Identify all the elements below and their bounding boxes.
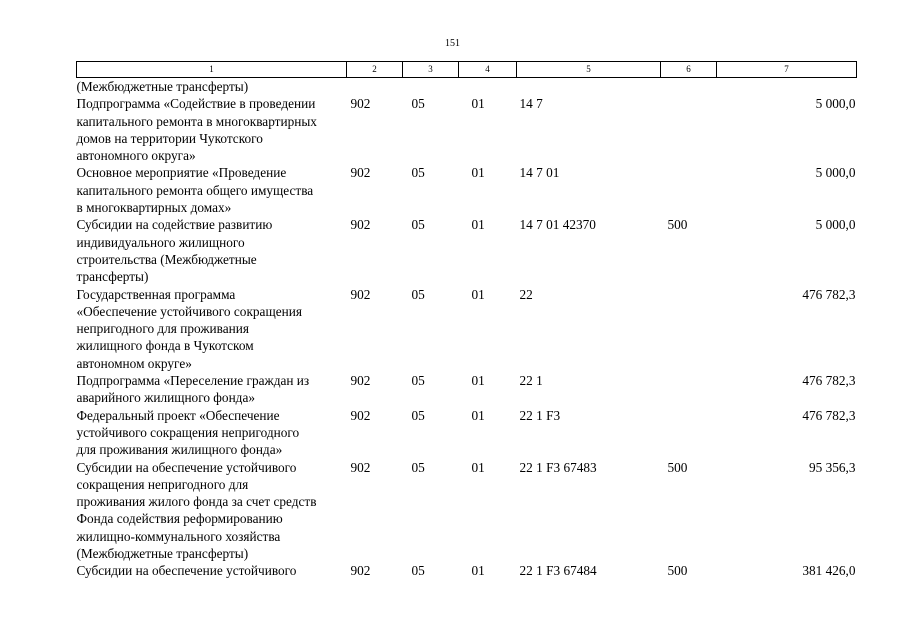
row-subsection-code <box>459 78 517 96</box>
row-target-code: 14 7 01 <box>519 165 560 181</box>
row-amount: 5 000,0 <box>815 96 856 112</box>
page-number: 151 <box>445 38 460 49</box>
row-ministry-code: 902 <box>350 459 371 475</box>
row-subsection-code: 01 <box>471 563 485 579</box>
row-subsection-code: 01 <box>471 407 485 423</box>
row-target-code: 22 1 <box>519 373 543 389</box>
table-body <box>77 78 857 580</box>
row-ministry-code: 902 <box>350 373 371 389</box>
row-ministry-code: 902 <box>350 407 371 423</box>
row-expense-type: 500 <box>667 459 688 475</box>
row-target-code: 22 1 F3 <box>519 407 561 423</box>
row-name: Субсидии на содействие развитию индивидуального жилищного строительства (Межбюджетные трансферты) <box>76 217 273 285</box>
row-target-code: 22 1 F3 67483 <box>519 459 597 475</box>
row-name: Подпрограмма «Содействие в проведении капитального ремонта в многоквартирных домов на территории Чукотского автономного округа» <box>76 96 317 164</box>
row-name: Подпрограмма «Переселение граждан из аварийного жилищного фонда» <box>76 373 310 406</box>
column-header-5: 5 <box>517 62 661 78</box>
row-ministry-code: 902 <box>350 96 371 112</box>
row-ministry-code: 902 <box>350 165 371 181</box>
row-target-code: 14 7 01 42370 <box>519 217 596 233</box>
row-name: Государственная программа «Обеспечение устойчивого сокращения непригодного для проживания жилищного фонда в Чукотском автономном округе» <box>76 286 302 371</box>
row-section-code: 05 <box>411 407 425 423</box>
row-expense-type <box>661 286 717 372</box>
row-section-code: 05 <box>411 96 425 112</box>
header-row <box>77 62 857 78</box>
row-amount <box>717 78 857 96</box>
row-target-code: 22 <box>519 286 533 302</box>
row-expense-type <box>661 407 717 459</box>
column-header-3: 3 <box>403 62 459 78</box>
row-target-code <box>517 78 661 96</box>
row-name: Субсидии на обеспечение устойчивого сокращения непригодного для проживания жилого фонда за счет средств Фонда содействия реформированию жилищно-коммунального хозяйства (Межбюджетные трансферты) <box>76 459 317 562</box>
row-ministry-code: 902 <box>350 217 371 233</box>
row-subsection-code: 01 <box>471 286 485 302</box>
row-target-code: 14 7 <box>519 96 543 112</box>
row-expense-type <box>661 372 717 407</box>
column-header-7: 7 <box>717 62 857 78</box>
row-section-code: 05 <box>411 459 425 475</box>
table-row <box>77 164 857 216</box>
budget-table <box>76 61 857 580</box>
row-section-code: 05 <box>411 165 425 181</box>
row-name: Основное мероприятие «Проведение капитального ремонта общего имущества в многоквартирных домах» <box>76 165 314 216</box>
row-expense-type <box>661 95 717 164</box>
row-section-code <box>403 78 459 96</box>
row-amount: 95 356,3 <box>808 459 856 475</box>
table-row <box>77 372 857 407</box>
row-expense-type: 500 <box>667 563 688 579</box>
table-row <box>77 407 857 459</box>
table-row <box>77 216 857 285</box>
row-expense-type <box>661 78 717 96</box>
table-row <box>77 95 857 164</box>
row-expense-type: 500 <box>667 217 688 233</box>
row-ministry-code: 902 <box>350 286 371 302</box>
row-subsection-code: 01 <box>471 165 485 181</box>
row-amount: 476 782,3 <box>802 407 856 423</box>
row-subsection-code: 01 <box>471 373 485 389</box>
row-section-code: 05 <box>411 286 425 302</box>
row-ministry-code <box>347 78 403 96</box>
row-section-code: 05 <box>411 563 425 579</box>
table-row <box>77 459 857 563</box>
row-amount: 476 782,3 <box>802 373 856 389</box>
row-subsection-code: 01 <box>471 459 485 475</box>
table-header <box>77 62 857 78</box>
row-ministry-code: 902 <box>350 563 371 579</box>
column-header-1: 1 <box>77 62 347 78</box>
row-amount: 381 426,0 <box>802 563 856 579</box>
row-target-code: 22 1 F3 67484 <box>519 563 597 579</box>
table-row <box>77 78 857 96</box>
row-name: Субсидии на обеспечение устойчивого <box>76 563 297 579</box>
row-amount: 476 782,3 <box>802 286 856 302</box>
row-section-code: 05 <box>411 217 425 233</box>
column-header-4: 4 <box>459 62 517 78</box>
row-name: (Межбюджетные трансферты) <box>76 79 249 94</box>
column-header-2: 2 <box>347 62 403 78</box>
table-row <box>77 286 857 372</box>
row-subsection-code: 01 <box>471 217 485 233</box>
row-amount: 5 000,0 <box>815 165 856 181</box>
row-amount: 5 000,0 <box>815 217 856 233</box>
column-header-6: 6 <box>661 62 717 78</box>
row-section-code: 05 <box>411 373 425 389</box>
row-expense-type <box>661 164 717 216</box>
table-row <box>77 562 857 579</box>
row-subsection-code: 01 <box>471 96 485 112</box>
row-name: Федеральный проект «Обеспечение устойчивого сокращения непригодного для проживания жилищного фонда» <box>76 407 300 458</box>
